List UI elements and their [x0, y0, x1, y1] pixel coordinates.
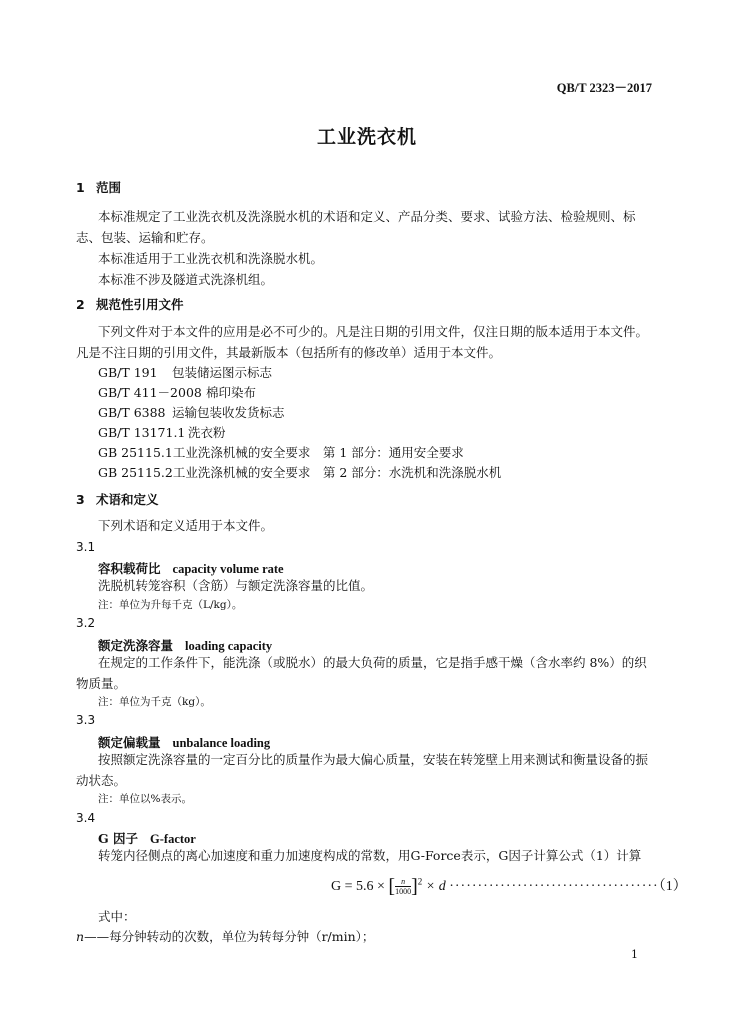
standard-number: QB/T 2323－2017	[556, 81, 652, 95]
term-zh: 容积载荷比	[98, 561, 161, 576]
page-number: 1	[631, 948, 638, 961]
reference-title: 棉印染布	[206, 385, 257, 400]
reference-code: GB/T 411－2008	[98, 385, 202, 400]
variable-description: ——每分钟转动的次数，单位为转每分钟（r/min）；	[84, 929, 375, 944]
document-title: 工业洗衣机	[316, 126, 417, 148]
clause-number: 3.1	[76, 540, 96, 554]
formula-exponent: 2	[417, 876, 423, 887]
reference-item	[98, 443, 464, 461]
section-title: 术语和定义	[96, 492, 159, 507]
term-note: 注：单位以%表示。	[98, 793, 192, 805]
section-number: 1	[76, 180, 85, 195]
scope-paragraph-1: 本标准规定了工业洗衣机及洗涤脱水机的术语和定义、产品分类、要求、试验方法、检验规则、标志、包装、运输和贮存。	[76, 209, 636, 245]
terms-intro: 下列术语和定义适用于本文件。	[98, 518, 274, 533]
reference-item	[98, 383, 256, 401]
clause-number: 3.4	[76, 811, 96, 825]
section-title: 范围	[96, 180, 122, 195]
section-number: 3	[76, 492, 85, 507]
section-number: 2	[76, 297, 85, 312]
formula-fraction	[395, 877, 411, 896]
term-en: capacity volume rate	[172, 562, 284, 576]
term-en: unbalance loading	[172, 736, 271, 750]
section-3-heading	[76, 490, 159, 508]
term-note: 注：单位为升每千克（L/kg）。	[98, 599, 243, 611]
term-definition: 洗脱机转笼容积（含筋）与额定洗涤容量的比值。	[98, 578, 374, 593]
formula-rhs: × d	[425, 879, 446, 894]
reference-title: 工业洗涤机械的安全要求 第 2 部分：水洗机和洗涤脱水机	[172, 465, 502, 480]
clause-number: 3.3	[76, 713, 96, 727]
term-definition: 按照额定洗涤容量的一定百分比的质量作为最大偏心质量，安装在转笼壁上用来测试和衡量设备的振动状态。	[76, 752, 649, 788]
reference-code: GB/T 191	[98, 365, 158, 380]
variable-n-definition	[76, 926, 656, 947]
term-definition: 转笼内径侧点的离心加速度和重力加速度构成的常数，用G-Force表示，G因子计算公式（1）计算	[98, 848, 642, 863]
reference-code: GB/T 13171.1	[98, 425, 186, 440]
bracket-left: [	[388, 875, 396, 898]
formula-leader-dots: ·····································	[449, 879, 659, 894]
term-zh: 额定洗涤容量	[98, 638, 174, 653]
g-factor-formula	[331, 875, 687, 898]
reference-item	[98, 463, 501, 481]
reference-title: 运输包装收发货标志	[172, 405, 285, 420]
term-en: loading capacity	[185, 639, 273, 653]
reference-title: 工业洗涤机械的安全要求 第 1 部分：通用安全要求	[172, 445, 464, 460]
where-label: 式中：	[98, 909, 136, 924]
reference-item	[98, 423, 226, 441]
variable-symbol: n	[76, 929, 85, 944]
term-definition: 在规定的工作条件下，能洗涤（或脱水）的最大负荷的质量，它是指手感干燥（含水率约 8%）的织物质量。	[76, 655, 647, 691]
section-1-heading	[76, 178, 121, 196]
bracket-right: ]	[411, 875, 418, 898]
fraction-denominator: 1000	[395, 887, 412, 897]
formula-lhs: G = 5.6 ×	[331, 879, 385, 894]
formula-equation-number: （1）	[658, 879, 687, 894]
references-intro: 下列文件对于本文件的应用是必不可少的。凡是注日期的引用文件，仅注日期的版本适用于本文件。凡是不注日期的引用文件，其最新版本（包括所有的修改单）适用于本文件。	[76, 324, 649, 360]
term-zh: 额定偏载量	[98, 735, 161, 750]
section-title: 规范性引用文件	[96, 297, 184, 312]
reference-item	[98, 363, 272, 381]
reference-item	[98, 403, 285, 421]
reference-code: GB/T 6388	[98, 405, 166, 420]
term-en: G-factor	[150, 832, 196, 846]
reference-title: 包装储运图示标志	[172, 365, 273, 380]
term-note: 注：单位为千克（kg）。	[98, 696, 211, 708]
scope-paragraph-3: 本标准不涉及隧道式洗涤机组。	[98, 272, 274, 287]
fraction-numerator: n	[401, 877, 406, 887]
clause-number: 3.2	[76, 616, 96, 630]
reference-code: GB 25115.1	[98, 445, 173, 460]
scope-paragraph-2: 本标准适用于工业洗衣机和洗涤脱水机。	[98, 251, 324, 266]
term-zh: G 因子	[98, 831, 139, 846]
reference-code: GB 25115.2	[98, 465, 173, 480]
section-2-heading	[76, 295, 184, 313]
reference-title: 洗衣粉	[188, 425, 226, 440]
